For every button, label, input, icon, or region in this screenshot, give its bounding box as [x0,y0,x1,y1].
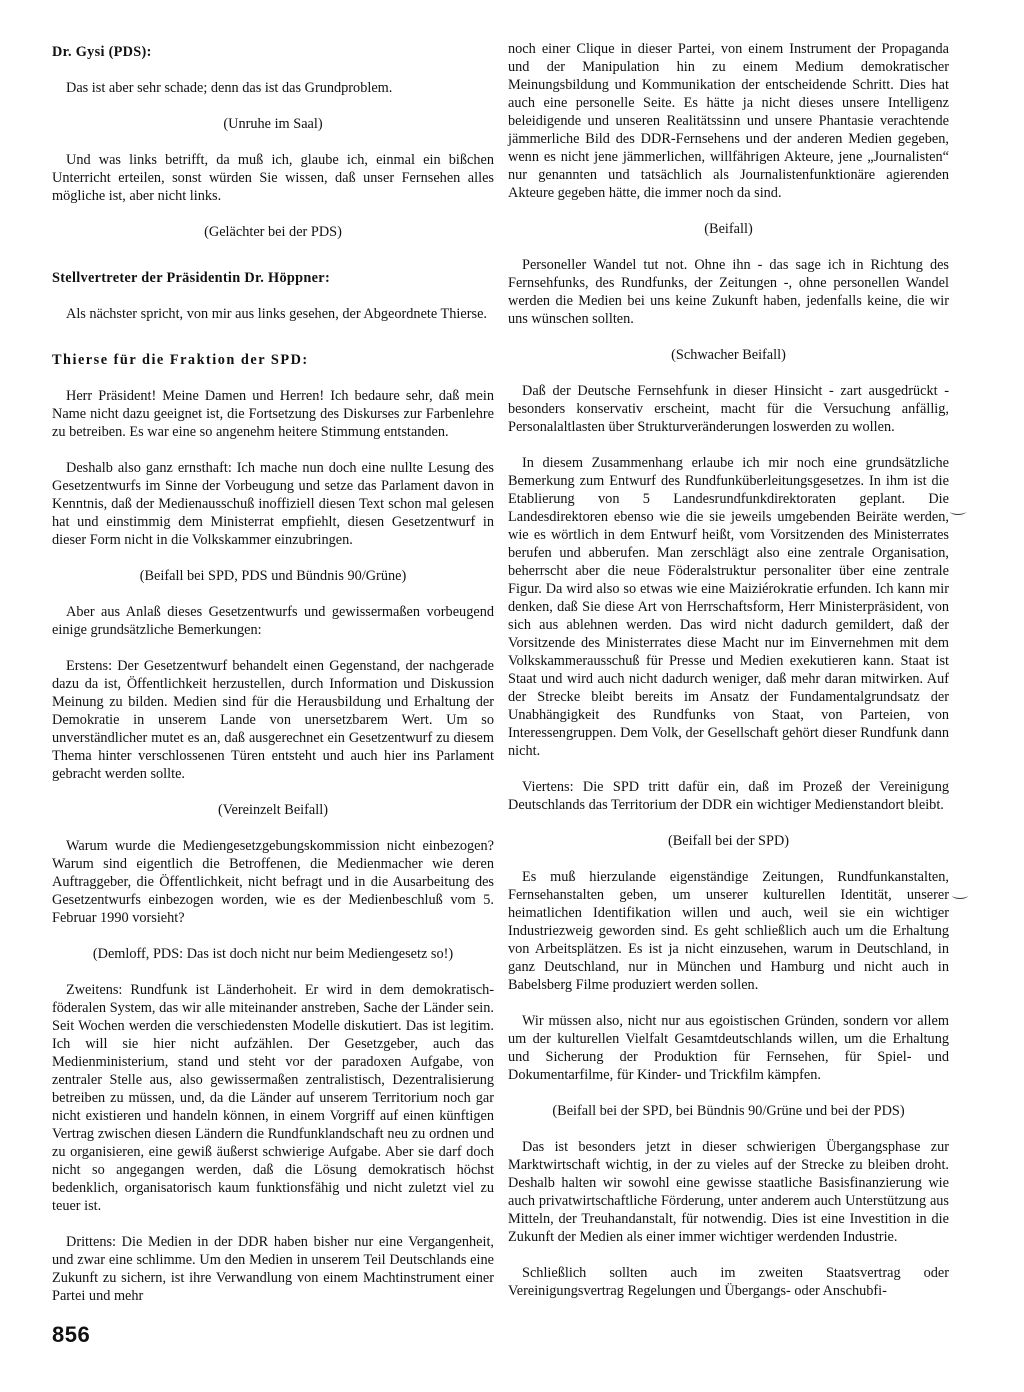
speaker-heading: Stellvertreter der Präsidentin Dr. Höppner: [52,270,331,286]
paragraph: Es muß hierzulande eigenständige Zeitungen, Rundfunkanstalten, Fernsehanstalten geben, um unserer kulturellen Identität, unserer heimatlichen Identifikation willen und auch, weil sie ein wichtiger Industriezweig geworden sind. Es geht schließlich auch um die Erhaltung von Arbeitsplätzen. Es ist ja nicht einzusehen, warum in Deutschland, in ganz Deutschland, nur in München und Hamburg und nicht auch in Babelsberg Filme produziert werden sollen. [508,869,949,993]
paragraph: Deshalb also ganz ernsthaft: Ich mache nun doch eine nullte Lesung des Gesetzentwurfs im Sinne der Vorbeugung und setze das Parlament davon in Kenntnis, daß der Medienausschuß inoffiziell diesen Text schon mal gelesen hat und einstimmig dem Ministerrat empfiehlt, diesen Gesetzentwurf in dieser Form nicht in die Volkskammer einzubringen. [52,460,494,548]
paragraph: Das ist besonders jetzt in dieser schwierigen Übergangsphase zur Marktwirtschaft wichtig, in der zu vieles auf der Strecke zu bleiben droht. Deshalb halten wir sowohl eine gewisse staatliche Basisfinanzierung wie auch privatwirtschaftliche Förderung, unter anderem auch Unterstützung aus Mitteln, der Treuhandanstalt, für notwendig. Dies ist eine Investition in die Zukunft der Medien als einer immer wichtiger werdenden Industrie. [508,1139,949,1245]
right-column [508,40,949,1318]
margin-mark [952,892,968,899]
speaker-heading: Thierse für die Fraktion der SPD: [52,352,309,368]
paragraph: Als nächster spricht, von mir aus links gesehen, der Abgeordnete Thierse. [66,306,487,322]
paragraph: Schließlich sollten auch im zweiten Staatsvertrag oder Vereinigungsvertrag Regelungen und Übergangs- oder Anschubfi- [508,1265,949,1299]
paragraph: Personeller Wandel tut not. Ohne ihn - das sage ich in Richtung des Fernsehfunks, des Rundfunks, der Zeitungen -, ohne personellen Wandel werden die Medien bei uns keine Zukunft haben, jedenfalls keine, die wir uns wünschen sollten. [508,257,949,327]
left-column [52,43,494,1323]
interjection: (Beifall bei der SPD) [667,833,790,849]
paragraph: Daß der Deutsche Fernsehfunk in dieser Hinsicht - zart ausgedrückt - besonders konservativ erscheint, macht für die Versuchung anfällig, Personalaltlasten über Strukturveränderungen loswerden zu wollen. [508,383,949,435]
interjection: (Unruhe im Saal) [223,116,323,132]
paragraph: Erstens: Der Gesetzentwurf behandelt einen Gegenstand, der nachgerade dazu da ist, Öffentlichkeit herzustellen, durch Information und Diskussion Meinung zu bilden. Medien sind für die Herausbildung und Erhaltung der Demokratie in unserem Lande von unersetzbarem Wert. Um so unverständlicher mutet es an, daß ausgerechnet ein Gesetzentwurf zu diesem Thema hinter verschlossenen Türen entsteht und auch hier ins Parlament gebracht werden sollte. [52,658,494,782]
interjection: (Beifall) [704,221,753,237]
paragraph: Warum wurde die Mediengesetzgebungskommission nicht einbezogen? Warum sind eigentlich die Betroffenen, die Medienmacher wie deren Auftraggeber, die Öffentlichkeit, nicht befragt und in die Ausarbeitung des Gesetzentwurfs einbezogen worden, wie es der Medienbeschluß vom 5. Februar 1990 vorsieht? [52,838,494,926]
interjection: (Vereinzelt Beifall) [218,802,328,818]
paragraph: Wir müssen also, nicht nur aus egoistischen Gründen, sondern vor allem um der kulturellen Vielfalt Gesamtdeutschlands willen, um die Erhaltung und Sicherung der Produktion für Fernsehen, für Spiel- und Dokumentarfilme, für Kinder- und Trickfilm kämpfen. [508,1013,949,1083]
paragraph: Drittens: Die Medien in der DDR haben bisher nur eine Vergangenheit, und zwar eine schlimme. Um den Medien in unserem Teil Deutschlands eine Zukunft zu sichern, ist ihre Verwandlung von einem Machtinstrument einer Partei und mehr [52,1234,494,1304]
paragraph: Viertens: Die SPD tritt dafür ein, daß im Prozeß der Vereinigung Deutschlands das Territorium der DDR ein wichtiger Medienstandort bleibt. [508,779,949,813]
interjection: (Schwacher Beifall) [671,347,786,363]
paragraph-continued: noch einer Clique in dieser Partei, von einem Instrument der Propaganda und der Manipulation hin zu einem Medium demokratischer Meinungsbildung und Kommunikation der entscheidende Schritt. Dies hat auch eine personelle Seite. Es hätte ja nicht dieses unsere Intelligenz beleidigende und unseren Realitätssinn und unsere Phantasie verachtende jämmerliche Bild des DDR-Fernsehens und der anderen Medien gegeben, wenn es nicht jene jämmerlichen, willfährigen Akteure, jene „Journalisten“ nur genannten und tatsächlich als Journalistenfunktionäre agierenden Akteure gegeben hätte, die immer noch da sind. [508,41,949,201]
paragraph: Herr Präsident! Meine Damen und Herren! Ich bedaure sehr, daß mein Name nicht dazu geeignet ist, die Fortsetzung des Diskurses zur Farbenlehre zu betreiben. Es war eine so angenehm heitere Stimmung entstanden. [52,388,494,440]
paragraph: Und was links betrifft, da muß ich, glaube ich, einmal ein bißchen Unterricht erteilen, sonst würden Sie wissen, daß unser Fernsehen alles mögliche ist, aber nicht links. [52,152,494,204]
interjection: (Demloff, PDS: Das ist doch nicht nur beim Mediengesetz so!) [92,946,454,962]
interjection: (Gelächter bei der PDS) [204,224,342,240]
speaker-heading: Dr. Gysi (PDS): [52,44,152,60]
paragraph: Aber aus Anlaß dieses Gesetzentwurfs und gewissermaßen vorbeugend einige grundsätzliche Bemerkungen: [52,604,494,638]
paragraph: Zweitens: Rundfunk ist Länderhoheit. Er wird in dem demokratisch-föderalen System, das wir alle miteinander anstreben, Sache der Länder sein. Seit Wochen werden die verschiedensten Modelle diskutiert. Das ist legitim. Ich will sie hier nicht aufzählen. Der Gesetzgeber, auch das Medienministerium, stand und steht vor der paradoxen Aufgabe, von zentraler Stelle aus, also gewissermaßen zentralistisch, Dezentralisierung betreiben zu müssen, und, da die Länder auf unserem Territorium noch gar nicht existieren und handeln können, in einem Vorgriff auf einen künftigen Vertrag zwischen diesen Ländern die Rundfunklandschaft neu zu ordnen und zu organisieren, eine gewiß äußerst schwierige Aufgabe. Aber sie darf doch nicht so angegangen werden, daß die Lösung demokratisch höchst bedenklich, organisatorisch kaum funktionsfähig und nicht zuletzt viel zu teuer ist. [52,982,494,1214]
paragraph: Das ist aber sehr schade; denn das ist das Grundproblem. [66,80,393,96]
paragraph: In diesem Zusammenhang erlaube ich mir noch eine grundsätzliche Bemerkung zum Entwurf des Rundfunküberleitungsgesetzes. In ihm ist die Etablierung von 5 Landesrundfunkdirektoraten geplant. Die Landesdirektoren ebenso wie die sie jeweils umgebenden Beiräte werden, wie es wörtlich in dem Entwurf heißt, vom Vorsitzenden des Ministerrates berufen und abberufen. Man zerschlägt also eine zentrale Organisation, beherrscht aber die neue Föderalstruktur personaliter über eine zentrale Figur. Da wird also so etwas wie eine Maiziérokratie erfunden. Ich kann mir denken, daß Sie diese Art von Herrschaftsform, Herr Ministerpräsident, von sich aus ablehnen werden. Das wird nicht dadurch gemildert, daß der Vorsitzende des Ministerrates diese Macht nur im Einvernehmen mit dem Volkskammerausschuß für Presse und Medien exekutieren kann. Staat ist Staat und wird auch nicht dadurch weniger, daß mehr daran mitwirken. Auf der Strecke bleibt bereits im Ansatz der Fundamentalgrundsatz der Unabhängigkeit des Rundfunks von Staat, von Parteien, von Interessengruppen. Dem Volk, der Gesellschaft gehört dieser Rundfunk dann nicht. [508,455,949,759]
interjection: (Beifall bei der SPD, bei Bündnis 90/Grüne und bei der PDS) [552,1103,905,1119]
page-number: 856 [52,1322,91,1347]
interjection: (Beifall bei SPD, PDS und Bündnis 90/Grüne) [139,568,407,584]
margin-mark [950,508,966,515]
